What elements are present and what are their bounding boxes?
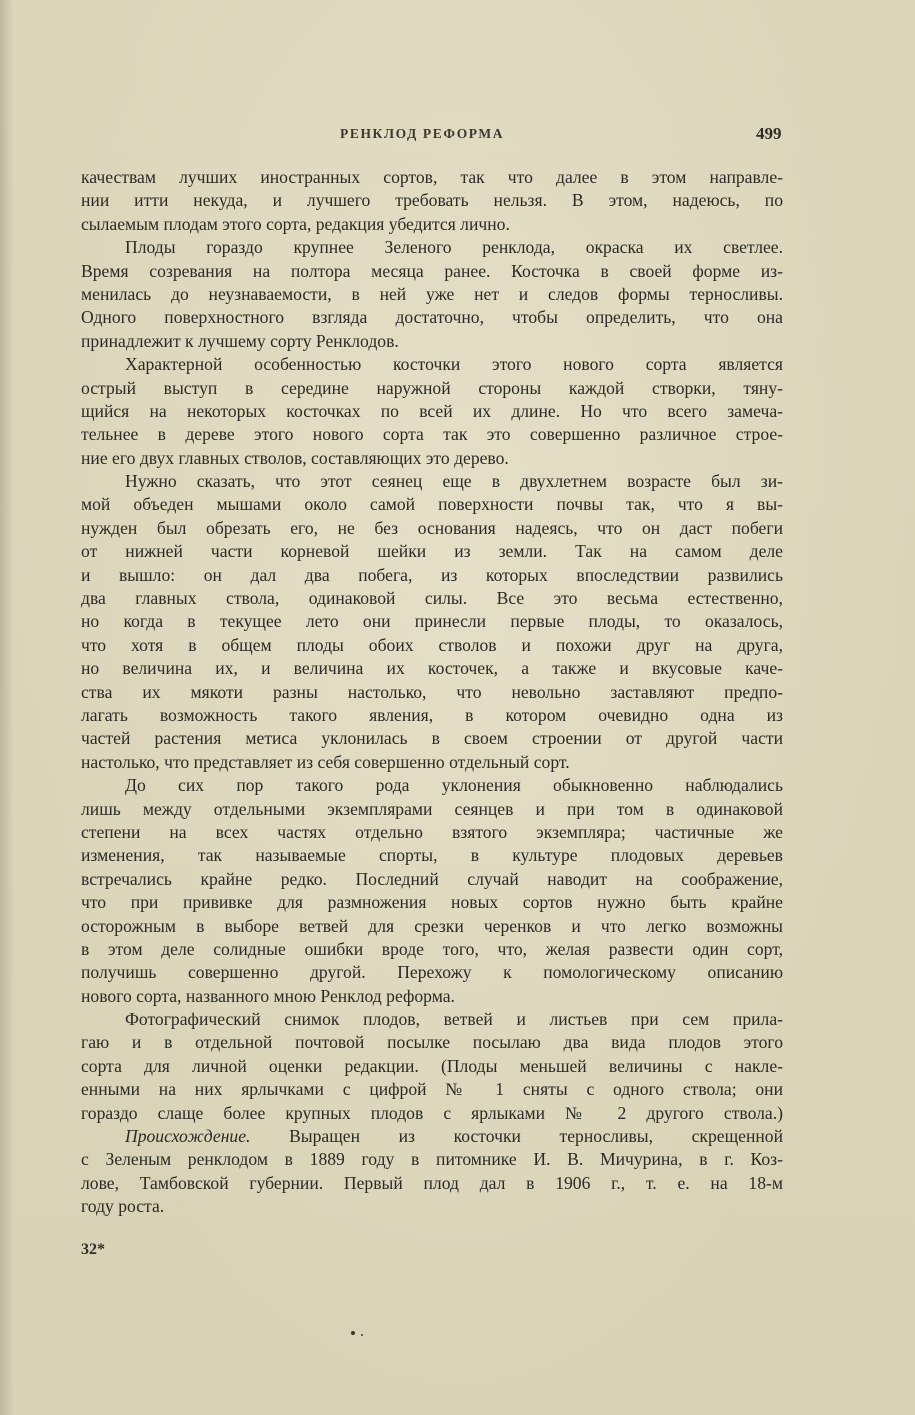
text-line — [81, 423, 783, 446]
line-text: Нужно сказать, что этот сеянец еще в двухлетнем возрасте был зи- — [125, 471, 783, 492]
text-line — [81, 961, 783, 984]
text-line — [81, 634, 783, 657]
line-text: лишь между отдельными экземплярами сеянцев и при том в одинаковой — [81, 798, 783, 819]
line-text: частей растения метиса уклонилась в своем строении от другой части — [81, 728, 783, 749]
line-text: гораздо слаще более крупных плодов с ярлыками № 2 другого ствола.) — [81, 1102, 783, 1123]
binding-shadow — [0, 0, 14, 1415]
text-line — [81, 400, 783, 423]
line-text: что хотя в общем плоды обоих стволов и похожи друг на друга, — [81, 634, 783, 655]
text-line — [81, 166, 783, 189]
text-line — [81, 1031, 783, 1054]
line-text: встречались крайне редко. Последний случай наводит на соображение, — [81, 868, 783, 889]
body-text — [81, 166, 783, 1219]
lead-word: Происхождение. — [125, 1126, 251, 1147]
text-line — [81, 283, 783, 306]
text-line — [81, 260, 783, 283]
text-line — [81, 517, 783, 540]
text-line — [81, 1102, 783, 1125]
text-line — [81, 727, 783, 750]
running-title: РЕНКЛОД РЕФОРМА — [340, 126, 505, 141]
text-line — [81, 1055, 783, 1078]
text-line — [81, 1172, 783, 1195]
line-text: гаю и в отдельной почтовой посылке посылаю два вида плодов этого — [81, 1032, 783, 1053]
text-line — [81, 610, 783, 633]
text-line — [81, 798, 783, 821]
line-text: два главных ствола, одинаковой силы. Все это весьма естественно, — [81, 588, 783, 609]
line-text: щийся на некоторых косточках по всей их длине. Но что всего замеча- — [81, 400, 783, 421]
line-text: и вышло: он дал два побега, из которых впоследствии развились — [81, 564, 783, 585]
text-line — [81, 751, 783, 774]
signature-mark: 32* — [81, 1241, 105, 1258]
line-text: изменения, так называемые спорты, в культуре плодовых деревьев — [81, 845, 783, 866]
text-line — [81, 985, 783, 1008]
text-line — [81, 189, 783, 212]
page-number: 499 — [756, 124, 782, 143]
text-line — [81, 330, 783, 353]
text-line — [81, 915, 783, 938]
line-text: Характерной особенностью косточки этого нового сорта является — [125, 354, 783, 375]
line-text: До сих пор такого рода уклонения обыкновенно наблюдались — [125, 775, 783, 796]
text-line — [81, 540, 783, 563]
text-line — [81, 821, 783, 844]
line-text: тельнее в дереве этого нового сорта так это совершенно различное строе- — [81, 424, 783, 445]
text-line — [81, 447, 783, 470]
line-text: качествам лучших иностранных сортов, так что далее в этом направле- — [81, 167, 783, 187]
text-line — [81, 1195, 783, 1218]
line-text: нужден был обрезать его, не без основания надеясь, что он даст побеги — [81, 517, 783, 538]
text-line — [81, 657, 783, 680]
line-text: сорта для личной оценки редакции. (Плоды меньшей величины с накле- — [81, 1055, 783, 1076]
line-text: от нижней части корневой шейки из земли. Так на самом деле — [81, 541, 783, 562]
line-text: принадлежит к лучшему сорту Ренклодов. — [81, 330, 399, 351]
text-line — [81, 587, 783, 610]
line-text: с Зеленым ренклодом в 1889 году в питомнике И. В. Мичурина, в г. Коз- — [81, 1149, 783, 1170]
line-text: мой объеден мышами около самой поверхности почвы так, что я вы- — [81, 494, 783, 515]
line-text: сылаемым плодам этого сорта, редакция убедится лично. — [81, 213, 510, 234]
line-text: острый выступ в середине наружной стороны каждой створки, тяну- — [81, 377, 783, 398]
line-text: осторожным в выборе ветвей для срезки черенков и что легко возможны — [81, 915, 783, 936]
line-text: но величина их, и величина их косточек, а также и вкусовые каче- — [81, 658, 783, 679]
line-text: степени на всех частях отдельно взятого экземпляра; частичные же — [81, 821, 783, 842]
text-line — [81, 938, 783, 961]
text-line — [81, 306, 783, 329]
line-text: Одного поверхностного взгляда достаточно, чтобы определить, что она — [81, 307, 783, 328]
text-line — [81, 1148, 783, 1171]
text-line — [81, 377, 783, 400]
line-text: ства их мякоти разны настолько, что невольно заставляют предпо- — [81, 681, 783, 702]
text-line — [81, 470, 783, 493]
print-speck — [351, 1331, 355, 1335]
line-text: году роста. — [81, 1196, 165, 1217]
line-text: Фотографический снимок плодов, ветвей и листьев при сем прила- — [125, 1009, 783, 1030]
line-text: лагать возможность такого явления, в котором очевидно одна из — [81, 704, 783, 725]
line-text: Плоды гораздо крупнее Зеленого ренклода, окраска их светлее. — [125, 237, 783, 258]
line-text: в этом деле солидные ошибки вроде того, что, желая развести один сорт, — [81, 938, 783, 959]
text-line — [81, 564, 783, 587]
text-line — [81, 891, 783, 914]
text-line — [81, 704, 783, 727]
line-text: получишь совершенно другой. Перехожу к помологическому описанию — [81, 962, 783, 983]
text-line — [81, 1125, 783, 1148]
line-text: нового сорта, названного мною Ренклод реформа. — [81, 985, 455, 1006]
text-line — [81, 236, 783, 259]
print-speck — [361, 1334, 363, 1336]
text-line — [81, 1078, 783, 1101]
line-text: Время созревания на полтора месяца ранее. Косточка в своей форме из- — [81, 260, 783, 281]
text-line — [81, 774, 783, 797]
line-text: но когда в текущее лето они принесли первые плоды, то оказалось, — [81, 611, 783, 632]
line-text: нии итти некуда, и лучшего требовать нельзя. В этом, надеюсь, по — [81, 190, 783, 211]
line-text: что при прививке для размножения новых сортов нужно быть крайне — [81, 892, 783, 913]
line-text: лове, Тамбовской губернии. Первый плод дал в 1906 г., т. е. на 18-м — [81, 1172, 783, 1193]
text-line — [81, 844, 783, 867]
text-line — [81, 213, 783, 236]
line-text: ние его двух главных стволов, составляющих это дерево. — [81, 447, 509, 468]
text-line — [81, 1008, 783, 1031]
running-head — [0, 124, 915, 148]
line-text: настолько, что представляет из себя совершенно отдельный сорт. — [81, 751, 570, 772]
text-line — [81, 681, 783, 704]
line-text: енными на них ярлычками с цифрой № 1 сняты с одного ствола; они — [81, 1079, 783, 1100]
line-text: Выращен из косточки терносливы, скрещенной — [289, 1126, 783, 1147]
line-text: менилась до неузнаваемости, в ней уже нет и следов формы терносливы. — [81, 283, 783, 304]
text-line — [81, 868, 783, 891]
text-line — [81, 353, 783, 376]
text-line — [81, 493, 783, 516]
